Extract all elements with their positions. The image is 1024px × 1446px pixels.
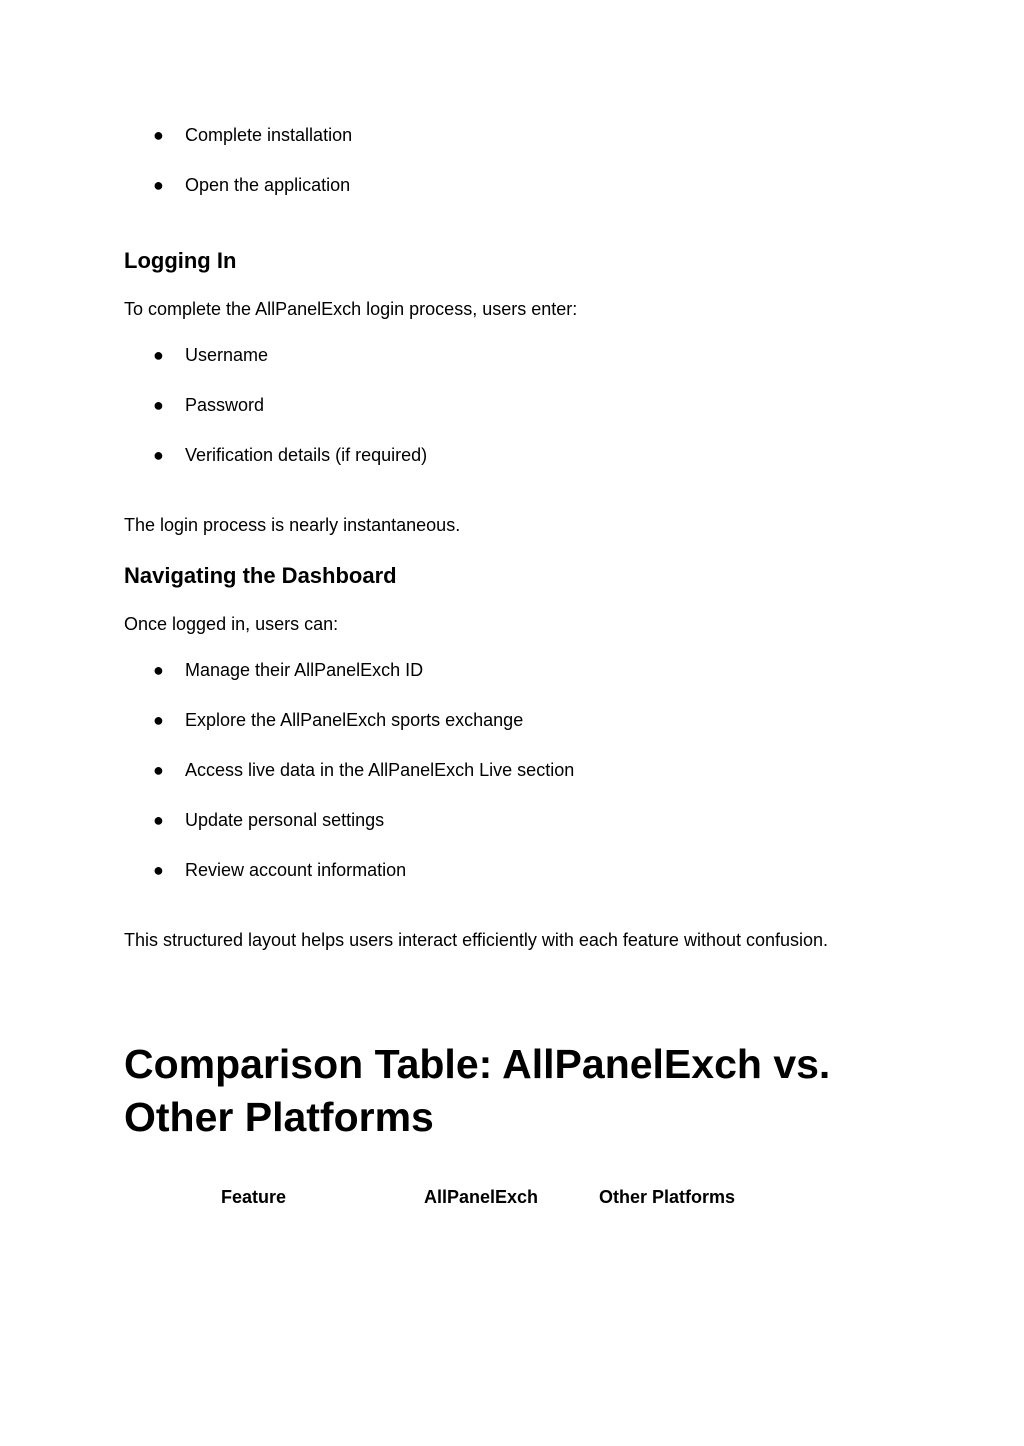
- list-item: Access live data in the AllPanelExch Live section: [185, 760, 575, 780]
- dashboard-intro: Once logged in, users can:: [124, 614, 339, 634]
- list-item: Open the application: [185, 175, 351, 195]
- bullet-icon: ●: [153, 125, 164, 145]
- logging-in-intro: To complete the AllPanelExch login process, users enter:: [124, 299, 578, 319]
- list-item: Password: [185, 395, 265, 415]
- bullet-icon: ●: [153, 860, 164, 880]
- column-header-other-platforms: Other Platforms: [599, 1187, 736, 1207]
- list-item: Manage their AllPanelExch ID: [185, 660, 424, 680]
- list-item: Verification details (if required): [185, 445, 428, 465]
- bullet-icon: ●: [153, 445, 164, 465]
- list-item: Username: [185, 345, 269, 365]
- list-item: Review account information: [185, 860, 407, 880]
- bullet-icon: ●: [153, 345, 164, 365]
- bullet-icon: ●: [153, 395, 164, 415]
- bullet-icon: ●: [153, 175, 164, 195]
- comparison-heading: Comparison Table: AllPanelExch vs. Other Platforms: [124, 1041, 831, 1140]
- section-heading-logging-in: Logging In: [124, 248, 237, 273]
- bullet-icon: ●: [153, 760, 164, 780]
- bullet-icon: ●: [153, 710, 164, 730]
- column-header-allpanelexch: AllPanelExch: [424, 1187, 539, 1207]
- list-item: Update personal settings: [185, 810, 385, 830]
- column-header-feature: Feature: [221, 1187, 287, 1207]
- list-item: Explore the AllPanelExch sports exchange: [185, 710, 524, 730]
- bullet-icon: ●: [153, 810, 164, 830]
- list-item: Complete installation: [185, 125, 353, 145]
- bullet-icon: ●: [153, 660, 164, 680]
- logging-in-note: The login process is nearly instantaneous.: [124, 515, 461, 535]
- section-heading-dashboard: Navigating the Dashboard: [124, 563, 397, 588]
- dashboard-note: This structured layout helps users interact efficiently with each feature without confusion.: [124, 930, 829, 950]
